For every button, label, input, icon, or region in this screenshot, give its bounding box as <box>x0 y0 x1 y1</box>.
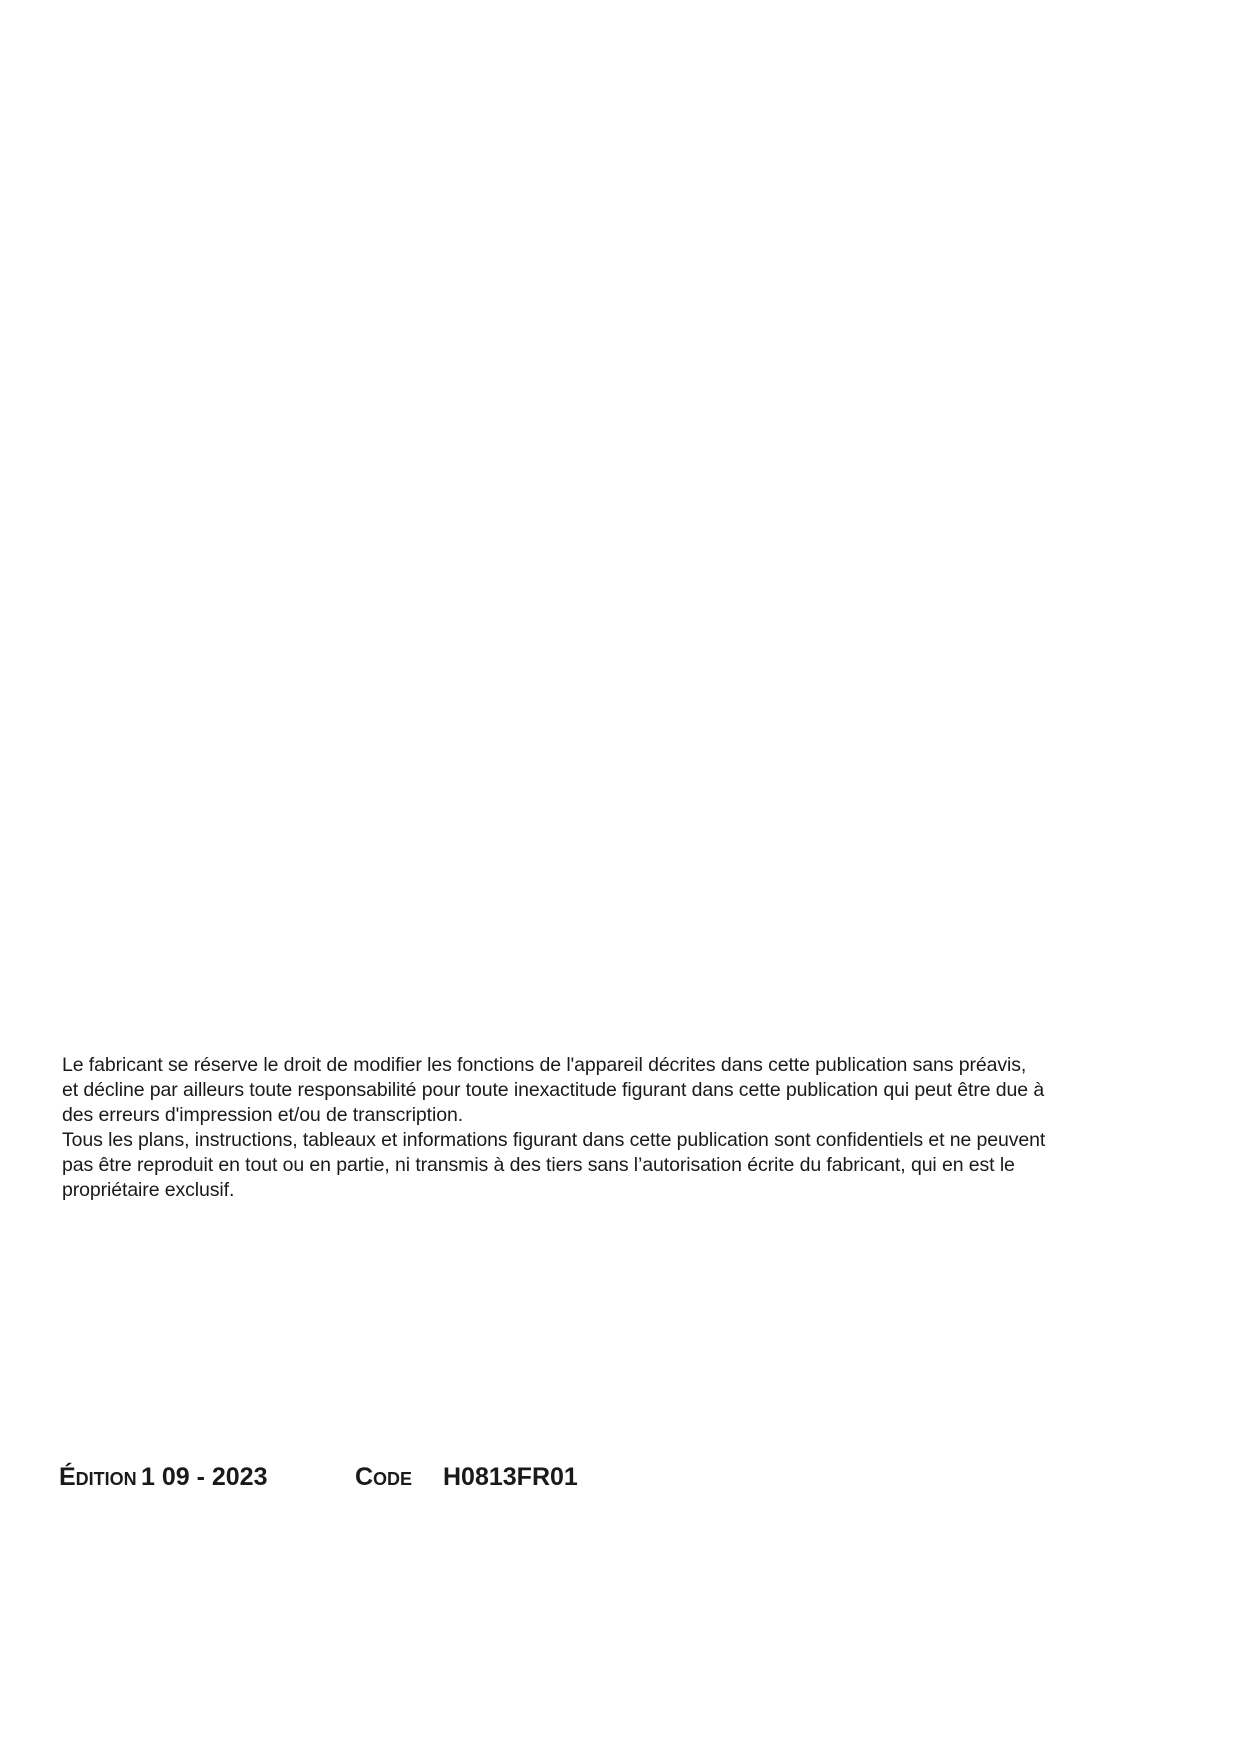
edition-label: Édition <box>59 1463 137 1491</box>
disclaimer-line: des erreurs d'impression et/ou de transcription. <box>62 1104 464 1126</box>
disclaimer-line: Le fabricant se réserve le droit de modifier les fonctions de l'appareil décrites dans cette publication sans préavis, <box>62 1054 1027 1076</box>
code-label: Code <box>355 1463 413 1491</box>
disclaimer-line: et décline par ailleurs toute responsabilité pour toute inexactitude figurant dans cette publication qui peut être due à <box>62 1079 1045 1101</box>
disclaimer-notice <box>62 1053 1182 1203</box>
disclaimer-paragraph-modifications <box>62 1053 1182 1128</box>
disclaimer-paragraph-confidentiality <box>62 1128 1182 1203</box>
edition-value: 1 09 - 2023 <box>141 1463 268 1491</box>
disclaimer-line: pas être reproduit en tout ou en partie, ni transmis à des tiers sans l’autorisation écrite du fabricant, qui en est le <box>62 1154 1015 1176</box>
code-value: H0813FR01 <box>443 1463 578 1491</box>
disclaimer-line: Tous les plans, instructions, tableaux et informations figurant dans cette publication sont confidentiels et ne peuvent <box>62 1129 1046 1151</box>
disclaimer-line: propriétaire exclusif. <box>62 1179 235 1201</box>
